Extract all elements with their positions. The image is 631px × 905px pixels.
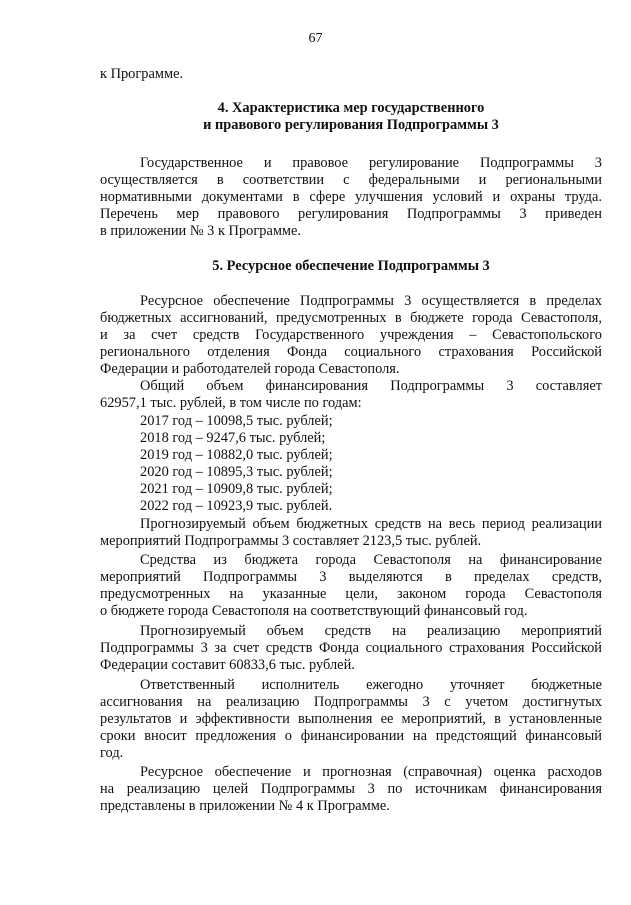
section5-para1-line: бюджетных ассигнований, предусмотренных в бюджете города Севастополя,	[100, 310, 602, 326]
page-number: 67	[308, 31, 323, 46]
year-budget-item: 2021 год – 10909,8 тыс. рублей;	[140, 481, 333, 497]
continuation-text: к Программе.	[100, 66, 184, 82]
section5-para7-line: на реализацию целей Подпрограммы 3 по источникам финансирования	[100, 781, 602, 797]
section5-para2-line: Общий объем финансирования Подпрограммы 3 составляет	[140, 378, 602, 394]
section4-heading-line-2: и правового регулирования Подпрограммы 3	[203, 117, 499, 133]
section5-para4-line: Средства из бюджета города Севастополя на финансирование	[140, 552, 602, 568]
year-budget-item: 2020 год – 10895,3 тыс. рублей;	[140, 464, 333, 480]
year-budget-item: 2019 год – 10882,0 тыс. рублей;	[140, 447, 333, 463]
section5-para7-line: Ресурсное обеспечение и прогнозная (справочная) оценка расходов	[140, 764, 602, 780]
year-budget-item: 2017 год – 10098,5 тыс. рублей;	[140, 413, 333, 429]
section5-para4-line: о бюджете города Севастополя на соответствующий финансовый год.	[100, 603, 528, 619]
section5-para1-line: Федерации и работодателей города Севастополя.	[100, 361, 400, 377]
section5-para4-line: мероприятий Подпрограммы 3 выделяются в пределах средств,	[100, 569, 602, 585]
section5-para6-line: Ответственный исполнитель ежегодно уточняет бюджетные	[140, 677, 602, 693]
section5-para5-line: Прогнозируемый объем средств на реализацию мероприятий	[140, 623, 602, 639]
section5-para1-line: регионального отделения Фонда социального страхования Российской	[100, 344, 602, 360]
section5-para3-line: Прогнозируемый объем бюджетных средств на весь период реализации	[140, 516, 602, 532]
section4-paragraph-line: нормативными документами в сфере улучшения условий и охраны труда.	[100, 189, 602, 205]
section4-heading-line-1: 4. Характеристика мер государственного	[217, 100, 485, 116]
year-budget-item: 2022 год – 10923,9 тыс. рублей.	[140, 498, 333, 514]
section5-para5-line: Подпрограммы 3 за счет средств Фонда социального страхования Российской	[100, 640, 602, 656]
section4-paragraph-line: Перечень мер правового регулирования Подпрограммы 3 приведен	[100, 206, 602, 222]
section5-para6-line: сроки вносит предложения о финансировании на предстоящий финансовый	[100, 728, 602, 744]
section5-para1-line: Ресурсное обеспечение Подпрограммы 3 осуществляется в пределах	[140, 293, 602, 309]
section5-para2-line: 62957,1 тыс. рублей, в том числе по годам:	[100, 395, 362, 411]
section5-para3-line: мероприятий Подпрограммы 3 составляет 2123,5 тыс. рублей.	[100, 533, 482, 549]
section5-para1-line: и за счет средств Государственного учреждения – Севастопольского	[100, 327, 602, 343]
section4-paragraph-line: в приложении № 3 к Программе.	[100, 223, 302, 239]
section5-para4-line: предусмотренных на указанные цели, законом города Севастополя	[100, 586, 602, 602]
section4-paragraph-line: осуществляется в соответствии с федеральными и региональными	[100, 172, 602, 188]
section4-paragraph-line: Государственное и правовое регулирование Подпрограммы 3	[140, 155, 602, 171]
section5-para7-line: представлены в приложении № 4 к Программе.	[100, 798, 390, 814]
section5-para6-line: ассигнования на реализацию Подпрограммы 3 с учетом достигнутых	[100, 694, 602, 710]
section5-para5-line: Федерации составит 60833,6 тыс. рублей.	[100, 657, 355, 673]
section5-para6-line: результатов и эффективности выполнения ее мероприятий, в установленные	[100, 711, 602, 727]
section5-heading: 5. Ресурсное обеспечение Подпрограммы 3	[212, 258, 490, 274]
section5-para6-line: год.	[100, 745, 124, 761]
year-budget-item: 2018 год – 9247,6 тыс. рублей;	[140, 430, 326, 446]
